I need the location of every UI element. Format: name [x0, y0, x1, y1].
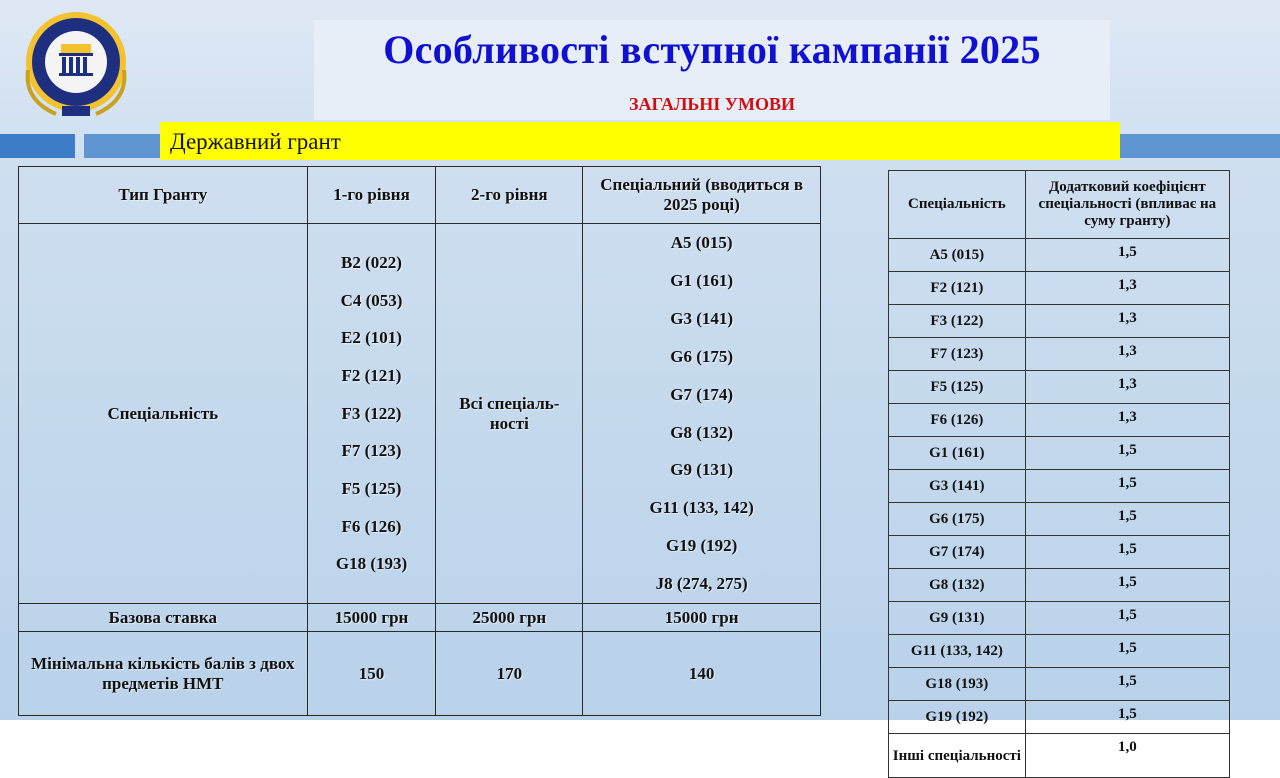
table-row: [889, 536, 1230, 569]
table-row: [889, 734, 1230, 778]
header-level-2: 2-го рівня: [436, 167, 583, 224]
table-row: [889, 239, 1230, 272]
coef-value-cell: 1,5: [1025, 569, 1229, 602]
coef-value-cell: 1,5: [1025, 503, 1229, 536]
coef-header-coefficient: Додатковий коефіцієнт спеціальності (впливає на суму гранту): [1025, 171, 1229, 239]
list-item: G6 (175): [670, 346, 734, 366]
level2-specialties: Всі спеціаль-ності: [436, 224, 583, 604]
page-subtitle: ЗАГАЛЬНІ УМОВИ: [628, 94, 796, 114]
base-rate-level1: 15000 грн: [307, 604, 436, 632]
list-item: G1 (161): [670, 270, 734, 290]
coef-specialty-cell: G19 (192): [889, 701, 1026, 734]
list-item: G7 (174): [670, 384, 734, 404]
level1-specialty-list: [307, 224, 436, 604]
list-item: G11 (133, 142): [649, 498, 754, 518]
table-row: [889, 602, 1230, 635]
table-row-min-score: [19, 632, 821, 716]
coef-specialty-cell: G9 (131): [889, 602, 1026, 635]
special-specialty-list: [583, 224, 821, 604]
list-item: J8 (274, 275): [655, 574, 748, 594]
coef-specialty-cell: F6 (126): [889, 404, 1026, 437]
list-item: F5 (125): [341, 479, 402, 499]
min-score-level1: 150: [307, 632, 436, 716]
base-rate-special: 15000 грн: [583, 604, 821, 632]
min-score-level2: 170: [436, 632, 583, 716]
coef-specialty-cell: G6 (175): [889, 503, 1026, 536]
list-item: G18 (193): [335, 554, 408, 574]
list-item: G3 (141): [670, 308, 734, 328]
coef-value-cell: 1,5: [1025, 239, 1229, 272]
coef-specialty-cell: G7 (174): [889, 536, 1026, 569]
page-title: Особливості вступної кампанії 2025: [383, 27, 1041, 72]
base-rate-label: Базова ставка: [19, 604, 308, 632]
list-item: E2 (101): [341, 328, 402, 348]
table-row: [889, 305, 1230, 338]
table-row: [889, 371, 1230, 404]
table-row-base-rate: [19, 604, 821, 632]
table-row: [889, 635, 1230, 668]
base-rate-level2: 25000 грн: [436, 604, 583, 632]
coef-specialty-cell: G18 (193): [889, 668, 1026, 701]
list-item: G9 (131): [670, 460, 734, 480]
coef-header-specialty: Спеціальність: [889, 171, 1026, 239]
table-header-row: [19, 167, 821, 224]
coef-specialty-cell: Інші спеціальності: [889, 734, 1026, 778]
coef-value-cell: 1,3: [1025, 305, 1229, 338]
table-row: [889, 404, 1230, 437]
coef-specialty-cell: A5 (015): [889, 239, 1026, 272]
title-box: [314, 20, 1110, 120]
coef-value-cell: 1,5: [1025, 536, 1229, 569]
coef-specialty-cell: F7 (123): [889, 338, 1026, 371]
table-row: [889, 470, 1230, 503]
coef-value-cell: 1,5: [1025, 635, 1229, 668]
coef-value-cell: 1,5: [1025, 470, 1229, 503]
list-item: G19 (192): [665, 536, 738, 556]
coef-value-cell: 1,0: [1025, 734, 1229, 778]
coef-value-cell: 1,3: [1025, 371, 1229, 404]
table-row: [889, 668, 1230, 701]
coef-value-cell: 1,5: [1025, 602, 1229, 635]
specialty-label: Спеціальність: [19, 224, 308, 604]
table-row: [889, 338, 1230, 371]
coef-value-cell: 1,3: [1025, 272, 1229, 305]
list-item: F3 (122): [341, 403, 402, 423]
coef-specialty-cell: G3 (141): [889, 470, 1026, 503]
coef-value-cell: 1,3: [1025, 338, 1229, 371]
list-item: A5 (015): [670, 233, 733, 252]
coef-value-cell: 1,3: [1025, 404, 1229, 437]
list-item: G8 (132): [670, 422, 734, 442]
coef-specialty-cell: G1 (161): [889, 437, 1026, 470]
min-score-special: 140: [583, 632, 821, 716]
list-item: B2 (022): [341, 252, 402, 272]
coef-specialty-cell: G8 (132): [889, 569, 1026, 602]
coef-specialty-cell: F3 (122): [889, 305, 1026, 338]
list-item: F2 (121): [341, 365, 402, 385]
coef-header-row: [889, 171, 1230, 239]
min-score-label: Мінімальна кількість балів з двох предметів НМТ: [19, 632, 308, 716]
list-item: F7 (123): [341, 441, 402, 461]
table-row: [889, 569, 1230, 602]
coef-specialty-cell: F2 (121): [889, 272, 1026, 305]
header-grant-type: Тип Гранту: [19, 167, 308, 224]
header-level-1: 1-го рівня: [307, 167, 436, 224]
section-label-bar: [160, 122, 1120, 160]
coef-specialty-cell: G11 (133, 142): [889, 635, 1026, 668]
section-label: Державний грант: [170, 129, 341, 154]
list-item: F6 (126): [341, 516, 402, 536]
coef-table-body: [889, 239, 1230, 778]
decorative-band-left: [0, 134, 75, 158]
header-special: Спеціальний (вводиться в 2025 році): [583, 167, 821, 224]
list-item: C4 (053): [340, 290, 403, 310]
coefficient-table: [888, 170, 1230, 778]
grant-types-table: [18, 166, 821, 716]
coef-value-cell: 1,5: [1025, 701, 1229, 734]
university-logo: [16, 10, 136, 122]
table-row: [889, 437, 1230, 470]
table-row: [889, 701, 1230, 734]
table-row: [889, 503, 1230, 536]
table-row-specialty: [19, 224, 821, 604]
coef-value-cell: 1,5: [1025, 668, 1229, 701]
coef-specialty-cell: F5 (125): [889, 371, 1026, 404]
table-row: [889, 272, 1230, 305]
coef-value-cell: 1,5: [1025, 437, 1229, 470]
